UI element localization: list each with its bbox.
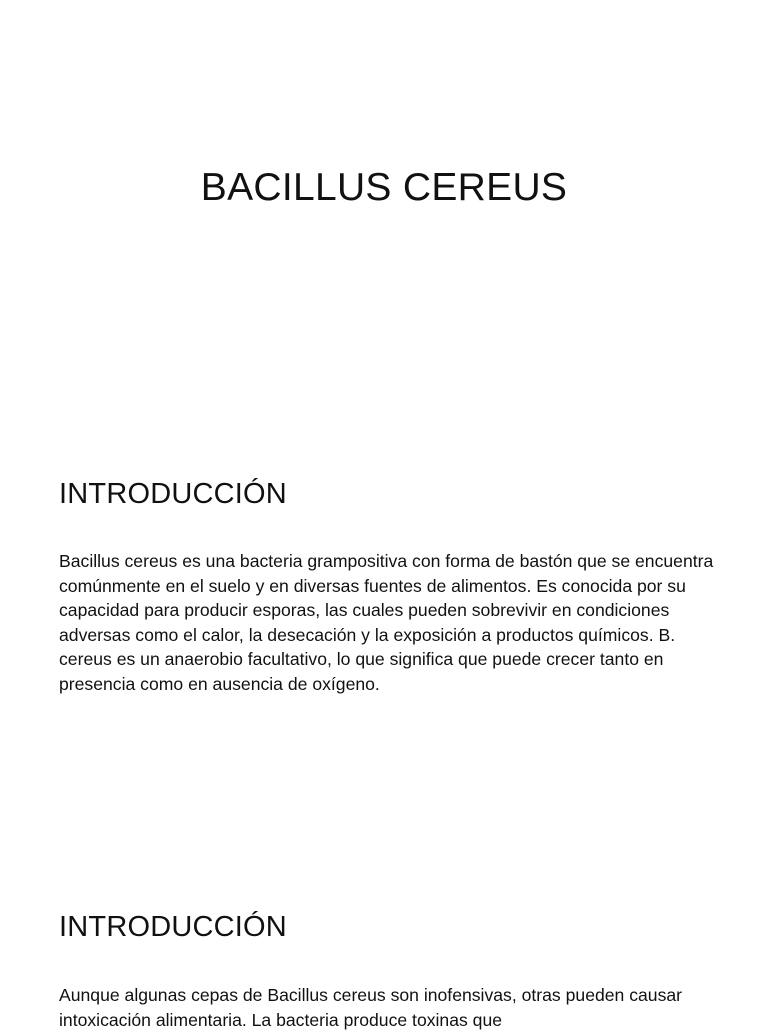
section-body-introduccion-2: Aunque algunas cepas de Bacillus cereus son inofensivas, otras pueden causar intoxicación alimentaria. La bacteria produce toxinas que xyxy=(59,985,683,1030)
section-heading-introduccion-2: INTRODUCCIÓN xyxy=(59,911,287,943)
section-body-introduccion-1: Bacillus cereus es una bacteria grampositiva con forma de bastón que se encuentra comúnmente en el suelo y en diversas fuentes de alimentos. Es conocida por su capacidad para producir esporas, las cuales pueden sobrevivir en condiciones adversas como el calor, la desecación y la exposición a productos químicos. B. cereus es un anaerobio facultativo, lo que significa que puede crecer tanto en presencia como en ausencia de oxígeno. xyxy=(59,551,714,694)
document-title: BACILLUS CEREUS xyxy=(200,166,568,209)
title-slide xyxy=(0,0,768,432)
section-heading-introduccion-1: INTRODUCCIÓN xyxy=(59,478,287,510)
